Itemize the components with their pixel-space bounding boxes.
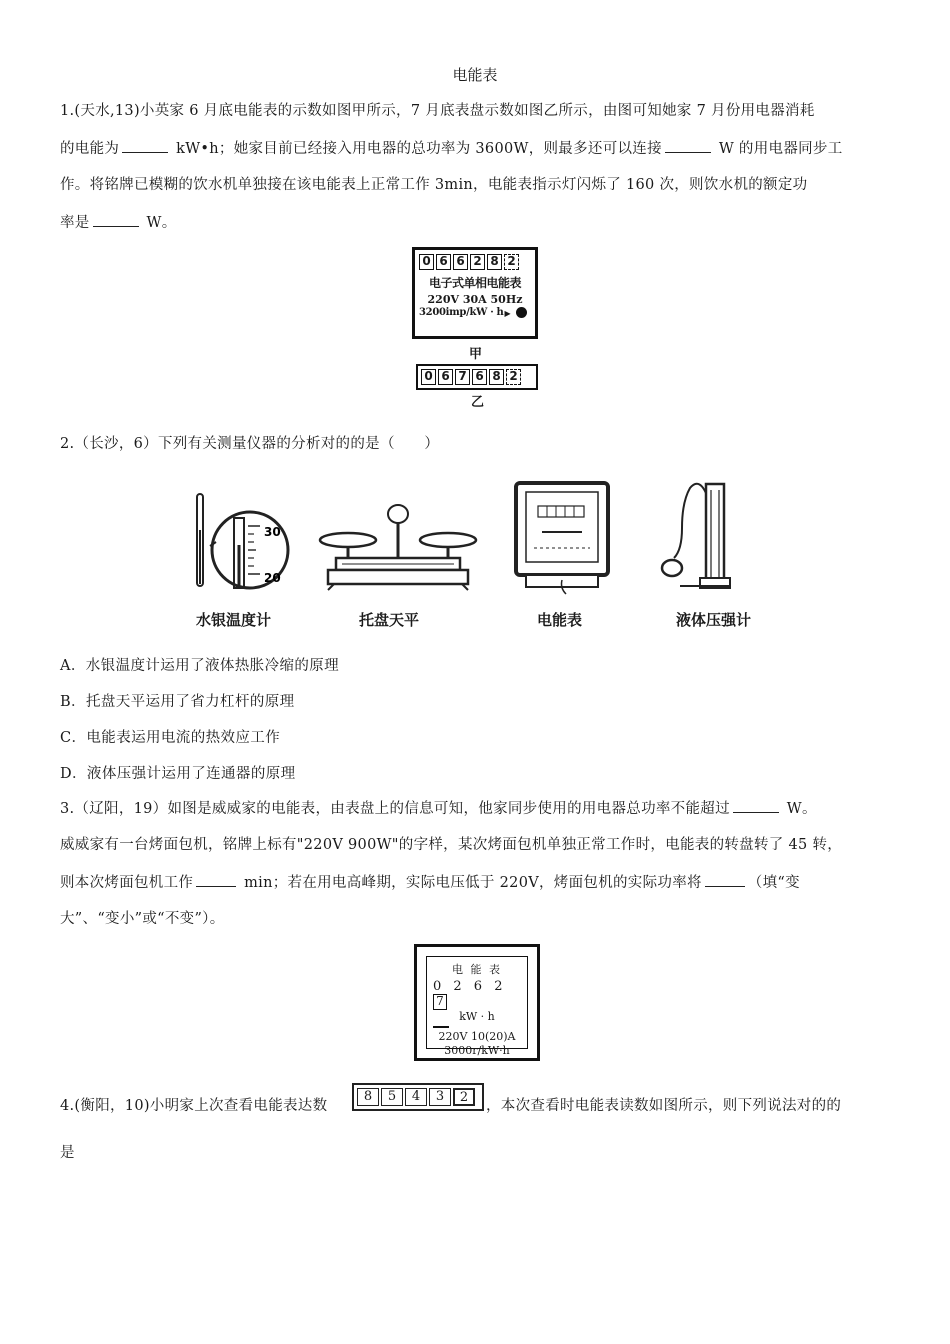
instrument-label-thermometer: 水银温度计 bbox=[196, 611, 272, 629]
instrument-label-balance: 托盘天平 bbox=[359, 611, 420, 629]
meter-yi-digits bbox=[418, 366, 536, 388]
meter-q3-rev: 3000r/kW·h bbox=[444, 1044, 510, 1057]
meter-q3-unit: kW · h bbox=[459, 1010, 495, 1023]
meter-yi-caption: 乙 bbox=[471, 395, 485, 410]
meter-q3-decimal-digit: 7 bbox=[433, 994, 447, 1010]
q4-line2: 是 bbox=[60, 1145, 75, 1161]
meter-q3-digits: 0 2 6 2 bbox=[433, 979, 507, 994]
meter-jia-digits bbox=[415, 250, 535, 270]
q1-line4-text-a: 率是 bbox=[60, 215, 90, 231]
q3-line3-text-a: 则本次烤面包机工作 bbox=[60, 875, 194, 891]
meter-q3-reading bbox=[433, 979, 527, 1010]
meter-q4-digit: 8 bbox=[357, 1088, 379, 1106]
meter-yi-digit: 0 bbox=[421, 369, 436, 385]
meter-jia-name: 电子式单相电能表 bbox=[428, 276, 521, 290]
q2-stem: 2.（长沙，6）下列有关测量仪器的分析对的的是（ ） bbox=[60, 436, 440, 452]
indicator-light-icon bbox=[516, 307, 527, 318]
meter-jia-spec: 220V 30A 50Hz bbox=[427, 293, 523, 306]
q1-line3: 作。将铭牌已模糊的饮水机单独接在该电能表上正常工作 3min，电能表指示灯闪烁了 160 次，则饮水机的额定功 bbox=[60, 177, 808, 193]
q3-blank-3[interactable] bbox=[705, 872, 745, 887]
q1-line4 bbox=[60, 212, 177, 233]
meter-yi-digit: 8 bbox=[489, 369, 504, 385]
meter-q3-face bbox=[426, 956, 528, 1057]
q3-line1 bbox=[60, 798, 817, 819]
meter-jia-imp-row bbox=[419, 307, 535, 318]
meter-q4-decimal-digit: 2 bbox=[453, 1088, 475, 1106]
q3-line2: 威威家有一台烤面包机，铭牌上标有"220V 900W"的字样，某次烤面包机单独正常工作时，电能表的转盘转了 45 转， bbox=[60, 837, 843, 853]
q2-option-d[interactable]: D．液体压强计运用了连通器的原理 bbox=[60, 766, 296, 782]
q2-option-c[interactable]: C．电能表运用电流的热效应工作 bbox=[60, 730, 281, 746]
meter-q3-disk-mark bbox=[433, 1026, 449, 1028]
q1-line2-text-a: 的电能为 bbox=[60, 141, 120, 157]
pressure-gauge-icon bbox=[660, 478, 740, 596]
q1-blank-2[interactable] bbox=[665, 138, 711, 153]
q1-line2-text-b: kW•h；她家目前已经接入用电器的总功率为 3600W，则最多还可以连接 bbox=[171, 141, 662, 157]
meter-jia-digit: 0 bbox=[419, 254, 434, 270]
q3-blank-1[interactable] bbox=[733, 798, 779, 813]
thermometer-tick-30: 30 bbox=[264, 525, 281, 539]
meter-yi-figure bbox=[416, 364, 538, 390]
meter-q3-figure bbox=[414, 944, 540, 1061]
meter-jia-digit: 6 bbox=[436, 254, 451, 270]
meter-jia-caption: 甲 bbox=[469, 347, 483, 362]
q1-line4-text-b: W。 bbox=[141, 215, 177, 231]
q3-line3 bbox=[60, 872, 800, 893]
instrument-label-energy-meter: 电能表 bbox=[537, 611, 583, 629]
thermometer-icon bbox=[190, 490, 290, 590]
thermometer-tick-20: 20 bbox=[264, 571, 281, 585]
meter-jia-imp: 3200imp/kW · h bbox=[419, 307, 504, 318]
q1-line1: 1.(天水,13)小英家 6 月底电能表的示数如图甲所示，7 月底表盘示数如图乙所示，由图可知她家 7 月份用电器消耗 bbox=[60, 103, 815, 119]
q2-option-b[interactable]: B．托盘天平运用了省力杠杆的原理 bbox=[60, 694, 295, 710]
q3-line3-text-b: min；若在用电高峰期，实际电压低于 220V，烤面包机的实际功率将 bbox=[239, 875, 702, 891]
meter-jia-figure bbox=[412, 247, 538, 339]
energy-meter-icon bbox=[512, 480, 612, 598]
q3-line4: 大”、“变小”或“不变”）。 bbox=[60, 911, 225, 927]
q1-line2 bbox=[60, 138, 843, 159]
meter-q3-spec: 220V 10(20)A bbox=[438, 1030, 516, 1043]
q1-line2-text-c: W 的用电器同步工 bbox=[713, 141, 843, 157]
meter-yi-digit: 6 bbox=[438, 369, 453, 385]
balance-scale-icon bbox=[318, 500, 478, 592]
q3-line3-text-c: （填“变 bbox=[747, 875, 800, 891]
meter-jia-digit: 6 bbox=[453, 254, 468, 270]
q2-option-a[interactable]: A．水银温度计运用了液体热胀冷缩的原理 bbox=[60, 658, 340, 674]
meter-yi-digit-decimal: 2 bbox=[506, 369, 521, 385]
meter-q3-title: 电 能 表 bbox=[452, 963, 502, 976]
q4-line1-b: ，本次查看时电能表读数如图所示，则下列说法对的的 bbox=[486, 1098, 842, 1114]
q3-blank-2[interactable] bbox=[196, 872, 236, 887]
arrow-right-icon: ▶ bbox=[504, 307, 511, 318]
meter-q4-inline bbox=[352, 1083, 484, 1111]
meter-q4-digit: 3 bbox=[429, 1088, 451, 1106]
page-title: 电能表 bbox=[452, 66, 498, 84]
q1-blank-3[interactable] bbox=[93, 212, 139, 227]
meter-jia-digit-decimal: 2 bbox=[504, 254, 519, 270]
q1-blank-1[interactable] bbox=[122, 138, 168, 153]
meter-jia-digit: 2 bbox=[470, 254, 485, 270]
q4-line1-a: 4.(衡阳，10)小明家上次查看电能表达数 bbox=[60, 1098, 328, 1114]
meter-yi-digit: 7 bbox=[455, 369, 470, 385]
meter-q4-digit: 4 bbox=[405, 1088, 427, 1106]
q3-line1-text-a: 3.（辽阳，19）如图是威威家的电能表，由表盘上的信息可知，他家同步使用的用电器总功率不能超过 bbox=[60, 801, 730, 817]
meter-jia-digit: 8 bbox=[487, 254, 502, 270]
instrument-label-pressure-gauge: 液体压强计 bbox=[676, 611, 752, 629]
q3-line1-text-b: W。 bbox=[781, 801, 817, 817]
meter-q4-digit: 5 bbox=[381, 1088, 403, 1106]
meter-yi-digit: 6 bbox=[472, 369, 487, 385]
